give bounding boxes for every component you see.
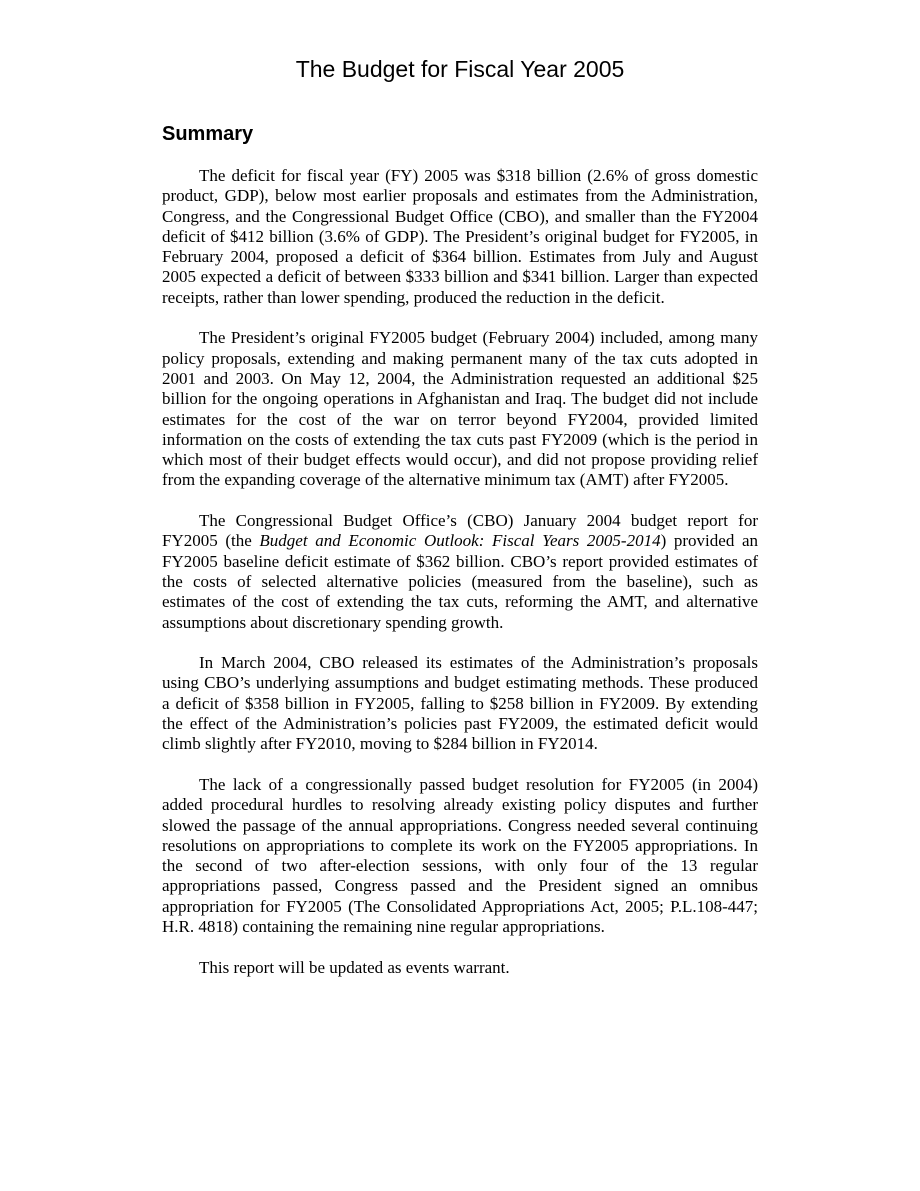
paragraph-3-text-start: The Congressional Budget Office’s (CBO) January 2004 budget report for FY2005 (the [162, 511, 758, 551]
page-title: The Budget for Fiscal Year 2005 [295, 56, 625, 82]
section-heading-summary: Summary [162, 123, 254, 145]
report-title-italic: Budget and Economic Outlook: Fiscal Years 2005-2014 [259, 531, 661, 551]
paragraph-4: In March 2004, CBO released its estimates of the Administration’s proposals using CBO’s underlying assumptions and budget estimating methods. These produced a deficit of $358 billion in FY2005, falling to $258 billion in FY2009. By extending the effect of the Administration’s policies past FY2009, the estimated deficit would climb slightly after FY2010, moving to $284 billion in FY2014. [162, 653, 758, 754]
paragraph-5: The lack of a congressionally passed budget resolution for FY2005 (in 2004) added procedural hurdles to resolving already existing policy disputes and further slowed the passage of the annual appropriations. Congress needed several continuing resolutions on appropriations to complete its work on the FY2005 appropriations. In the second of two after-election sessions, with only four of the 13 regular appropriations passed, Congress passed and the President signed an omnibus appropriation for FY2005 (The Consolidated Appropriations Act, 2005; P.L.108-447; H.R. 4818) containing the remaining nine regular appropriations. [162, 774, 758, 936]
paragraph-3 [162, 511, 758, 633]
paragraph-6: This report will be updated as events warrant. [199, 957, 510, 977]
paragraph-1: The deficit for fiscal year (FY) 2005 was $318 billion (2.6% of gross domestic product, GDP), below most earlier proposals and estimates from the Administration, Congress, and the Congressional Budget Office (CBO), and smaller than the FY2004 deficit of $412 billion (3.6% of GDP). The President’s original budget for FY2005, in February 2004, proposed a deficit of $364 billion. Estimates from July and August 2005 expected a deficit of between $333 billion and $341 billion. Larger than expected receipts, rather than lower spending, produced the reduction in the deficit. [162, 166, 758, 307]
paragraph-2: The President’s original FY2005 budget (February 2004) included, among many policy proposals, extending and making permanent many of the tax cuts adopted in 2001 and 2003. On May 12, 2004, the Administration requested an additional $25 billion for the ongoing operations in Afghanistan and Iraq. The budget did not include estimates for the cost of the war on terror beyond FY2004, provided limited information on the costs of extending the tax cuts past FY2009 (which is the period in which most of their budget effects would occur), and did not propose providing relief from the expanding coverage of the alternative minimum tax (AMT) after FY2005. [162, 328, 758, 490]
paragraph-3-text-end: ) provided an FY2005 baseline deficit estimate of $362 billion. CBO’s report provided estimates of the costs of selected alternative policies (measured from the baseline), such as estimates of the cost of extending the tax cuts, reforming the AMT, and alternative assumptions about discretionary spending growth. [162, 531, 758, 632]
summary-body [162, 166, 758, 998]
